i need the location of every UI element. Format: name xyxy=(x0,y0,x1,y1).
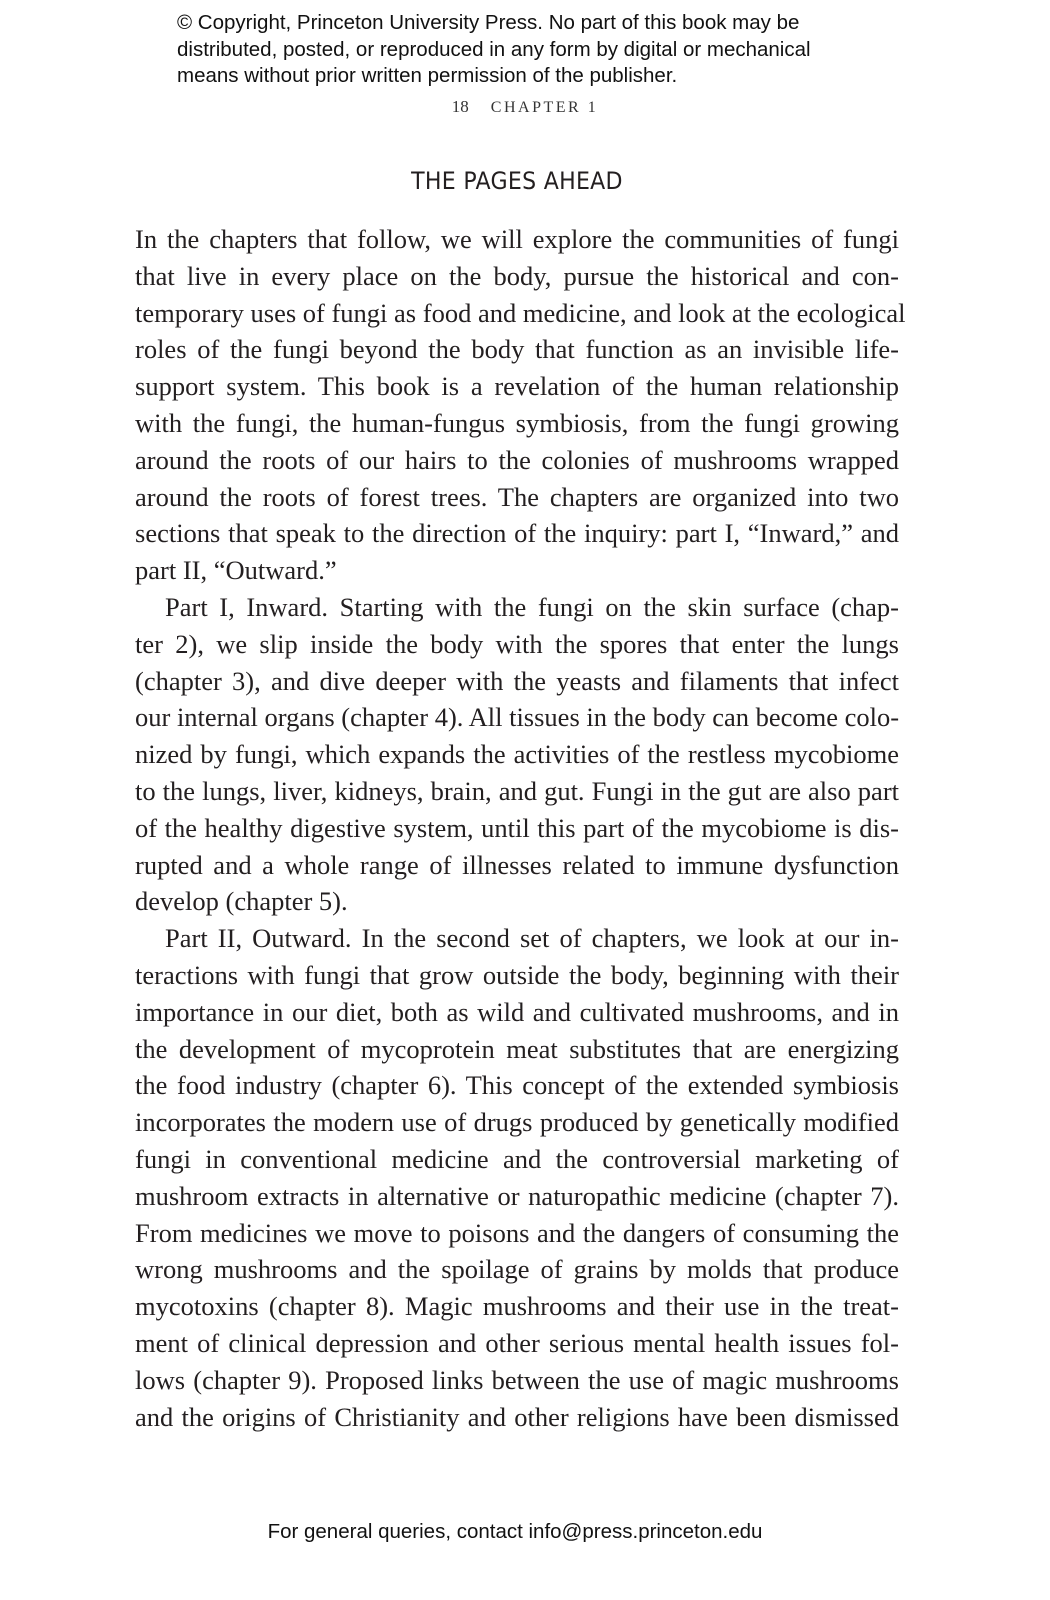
paragraph-2-line: (chapter 3), and dive deeper with the yeasts and filaments that infect xyxy=(135,665,899,696)
paragraph-2-line: nized by fungi, which expands the activities of the restless mycobiome xyxy=(135,739,899,770)
paragraph-1-line: temporary uses of fungi as food and medicine, and look at the ecological xyxy=(135,297,906,328)
paragraph-3-line: mushroom extracts in alternative or naturopathic medicine (chapter 7). xyxy=(135,1180,899,1211)
paragraph-3-line: mycotoxins (chapter 8). Magic mushrooms and their use in the treat- xyxy=(135,1291,899,1322)
running-head xyxy=(0,97,1050,117)
paragraph-2-line: develop (chapter 5). xyxy=(135,886,348,917)
paragraph-2-line: to the lungs, liver, kidneys, brain, and gut. Fungi in the gut are also part xyxy=(135,775,899,806)
paragraph-3-line: teractions with fungi that grow outside the body, beginning with their xyxy=(135,959,899,990)
paragraph-3-line: incorporates the modern use of drugs produced by genetically modified xyxy=(135,1107,899,1138)
paragraph-3-line: fungi in conventional medicine and the controversial marketing of xyxy=(135,1143,899,1174)
page-number: 18 xyxy=(451,97,469,116)
paragraph-2-line: rupted and a whole range of illnesses related to immune dysfunction xyxy=(135,849,899,880)
body-text xyxy=(135,221,906,1435)
paragraph-1-line: sections that speak to the direction of the inquiry: part I, “Inward,” and xyxy=(135,518,899,549)
paragraph-2-line: our internal organs (chapter 4). All tissues in the body can become colo- xyxy=(135,702,900,733)
paragraph-2-line: Part I, Inward. Starting with the fungi on the skin surface (chap- xyxy=(165,591,899,622)
paragraph-1-line: with the fungi, the human-fungus symbiosis, from the fungi growing xyxy=(135,407,899,438)
paragraph-1-line: In the chapters that follow, we will explore the communities of fungi xyxy=(135,224,899,254)
section-title: THE PAGES AHEAD xyxy=(411,167,623,195)
paragraph-2-line: ter 2), we slip inside the body with the spores that enter the lungs xyxy=(135,628,899,659)
paragraph-3-line: lows (chapter 9). Proposed links between the use of magic mushrooms xyxy=(135,1364,899,1395)
paragraph-3-line: importance in our diet, both as wild and cultivated mushrooms, and in xyxy=(135,996,899,1027)
paragraph-1-line: support system. This book is a revelation of the human relationship xyxy=(135,371,899,402)
copyright-line: distributed, posted, or reproduced in any form by digital or mechanical xyxy=(177,37,811,61)
paragraph-3-line: ment of clinical depression and other serious mental health issues fol- xyxy=(135,1327,899,1358)
paragraph-3-line: the development of mycoprotein meat substitutes that are energizing xyxy=(135,1033,899,1064)
copyright-line: means without prior written permission of the publisher. xyxy=(177,64,678,87)
paragraph-3-line: From medicines we move to poisons and the dangers of consuming the xyxy=(135,1217,899,1248)
chapter-label: CHAPTER 1 xyxy=(490,99,599,116)
paragraph-1-line: roles of the fungi beyond the body that function as an invisible life- xyxy=(135,334,899,365)
paragraph-3-line: wrong mushrooms and the spoilage of grains by molds that produce xyxy=(135,1254,899,1285)
copyright-line: © Copyright, Princeton University Press. No part of this book may be xyxy=(177,11,800,34)
paragraph-3-line: and the origins of Christianity and other religions have been dismissed xyxy=(135,1401,899,1432)
paragraph-2-line: of the healthy digestive system, until this part of the mycobiome is dis- xyxy=(135,812,899,843)
paragraph-1-line: around the roots of forest trees. The chapters are organized into two xyxy=(135,481,899,512)
paragraph-1-line: around the roots of our hairs to the colonies of mushrooms wrapped xyxy=(135,444,899,475)
paragraph-3-line: Part II, Outward. In the second set of chapters, we look at our in- xyxy=(165,923,899,954)
paragraph-1-line: that live in every place on the body, pursue the historical and con- xyxy=(135,260,899,291)
paragraph-1-line: part II, “Outward.” xyxy=(135,555,337,586)
copyright-notice xyxy=(177,10,877,90)
paragraph-3-line: the food industry (chapter 6). This concept of the extended symbiosis xyxy=(135,1070,899,1101)
publisher-contact-footer: For general queries, contact info@press.princeton.edu xyxy=(267,1520,763,1543)
